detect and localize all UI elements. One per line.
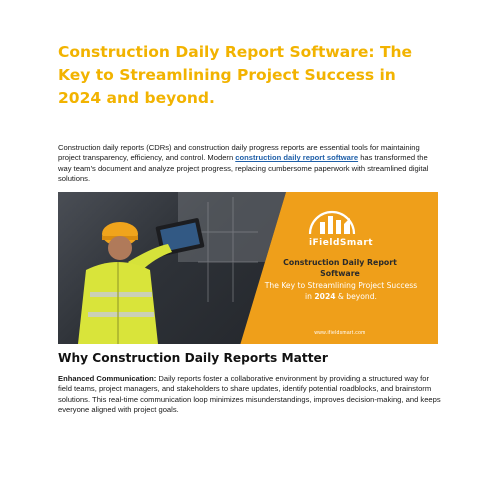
ifieldsmart-logo-icon xyxy=(306,204,358,238)
paragraph-lead: Enhanced Communication: xyxy=(58,374,157,383)
banner-logo-text: iFieldSmart xyxy=(308,238,374,248)
banner-sub-year: 2024 xyxy=(314,292,336,301)
banner-sub-before: The Key to Streamlining Project Success in xyxy=(264,281,418,301)
construction-worker-photo xyxy=(58,192,286,344)
cdr-software-link[interactable]: construction daily report software xyxy=(235,153,359,163)
banner-heading: Construction Daily Report Software xyxy=(283,258,397,278)
intro-paragraph xyxy=(58,143,438,185)
section-paragraph xyxy=(58,374,442,416)
banner-url: www.ifieldsmart.com xyxy=(314,330,366,336)
intro-text-before: Construction daily reports (CDRs) and construction daily progress reports are essential tools for maintaining project transparency, efficiency, and control. Modern xyxy=(58,143,420,163)
section-heading: Why Construction Daily Reports Matter xyxy=(58,351,328,365)
document-title: Construction Daily Report Software: The Key to Streamlining Project Success in 2024 and beyond. xyxy=(58,43,413,107)
banner-sub-after: & beyond. xyxy=(335,292,377,301)
banner-subheading xyxy=(262,280,420,302)
paragraph-body: Daily reports foster a collaborative environment by providing a structured way for field teams, project managers, and stakeholders to share updates, identify potential roadblocks, and brainstorm solutions. This real-time communication loop minimizes misunderstandings, improves decision-making, and keeps everyone aligned with project goals. xyxy=(58,374,441,415)
intro-text-after: has transformed the way team’s document and analyze project progress, replacing cumbersome paperwork with streamlined digital solutions. xyxy=(58,153,429,184)
